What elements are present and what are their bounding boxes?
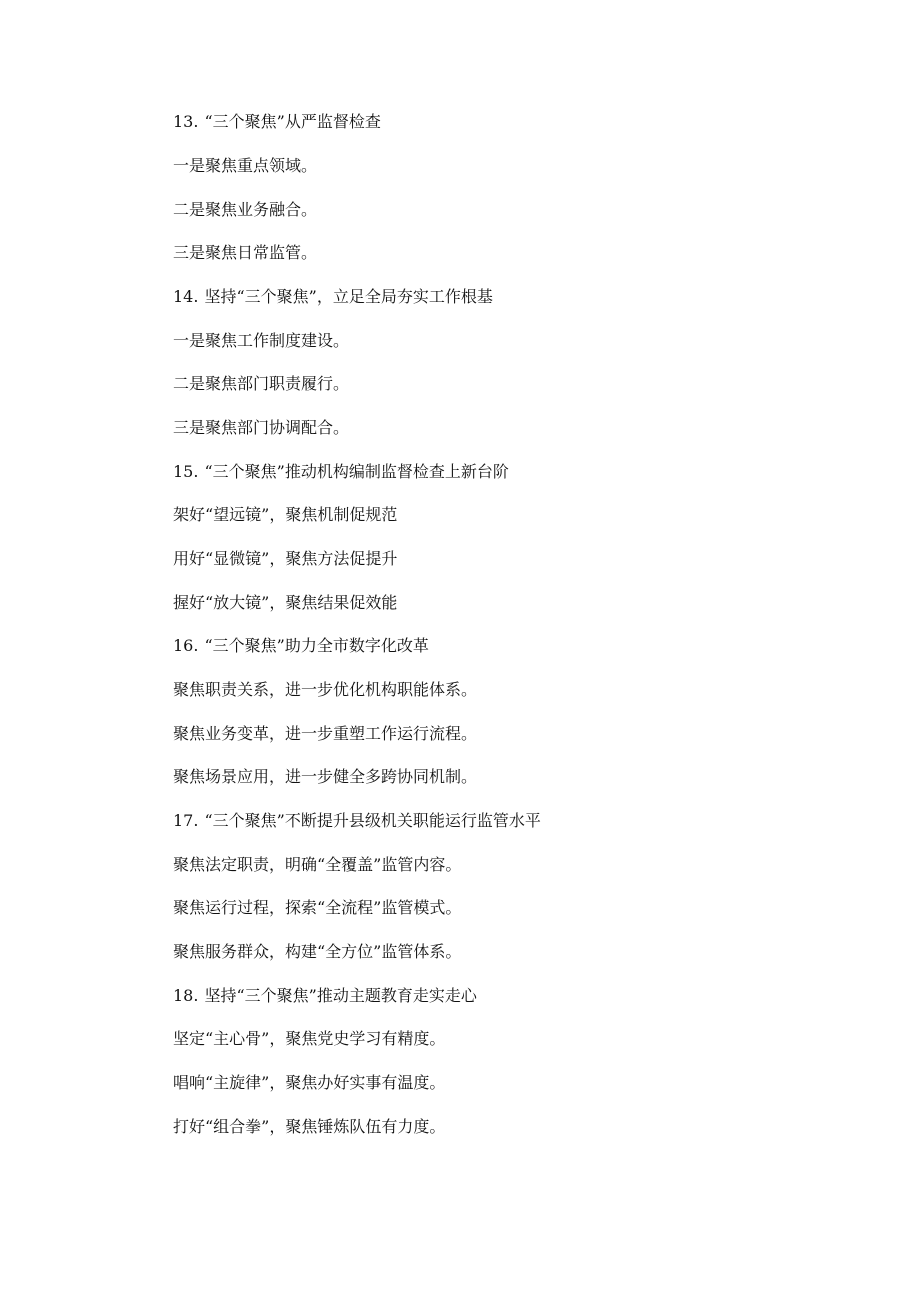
- list-item: 一是聚焦工作制度建设。: [173, 331, 350, 350]
- section-title: “三个聚焦”助力全市数字化改革: [204, 636, 429, 655]
- list-item: 聚焦职责关系，进一步优化机构职能体系。: [173, 680, 478, 699]
- section-number: 17.: [173, 811, 199, 830]
- section-heading: [173, 636, 429, 656]
- section-number: 16.: [173, 636, 199, 655]
- list-item: 三是聚焦日常监管。: [173, 243, 318, 262]
- section-heading: [173, 287, 493, 307]
- list-item: 一是聚焦重点领域。: [173, 156, 318, 175]
- section-number: 15.: [173, 462, 199, 481]
- section-title: “三个聚焦”推动机构编制监督检查上新台阶: [204, 462, 509, 481]
- list-item: 聚焦运行过程，探索“全流程”监管模式。: [173, 898, 462, 917]
- section-title: “三个聚焦”不断提升县级机关职能运行监管水平: [204, 811, 541, 830]
- section-title: 坚持“三个聚焦”推动主题教育走实走心: [204, 986, 477, 1005]
- list-item: 二是聚焦部门职责履行。: [173, 374, 350, 393]
- list-item: 握好“放大镜”，聚焦结果促效能: [173, 593, 398, 612]
- section-title: “三个聚焦”从严监督检查: [204, 112, 381, 131]
- section-number: 18.: [173, 986, 199, 1005]
- list-item: 打好“组合拳”，聚焦锤炼队伍有力度。: [173, 1117, 446, 1136]
- section-heading: [173, 112, 381, 132]
- list-item: 聚焦业务变革，进一步重塑工作运行流程。: [173, 724, 478, 743]
- section-number: 14.: [173, 287, 199, 306]
- list-item: 二是聚焦业务融合。: [173, 200, 318, 219]
- section-heading: [173, 986, 477, 1006]
- list-item: 聚焦法定职责，明确“全覆盖”监管内容。: [173, 855, 462, 874]
- list-item: 架好“望远镜”，聚焦机制促规范: [173, 505, 398, 524]
- list-item: 用好“显微镜”，聚焦方法促提升: [173, 549, 398, 568]
- list-item: 聚焦服务群众，构建“全方位”监管体系。: [173, 942, 462, 961]
- list-item: 坚定“主心骨”，聚焦党史学习有精度。: [173, 1029, 446, 1048]
- list-item: 聚焦场景应用，进一步健全多跨协同机制。: [173, 767, 478, 786]
- section-heading: [173, 811, 541, 831]
- list-item: 唱响“主旋律”，聚焦办好实事有温度。: [173, 1073, 446, 1092]
- section-heading: [173, 462, 509, 482]
- section-number: 13.: [173, 112, 199, 131]
- section-title: 坚持“三个聚焦”，立足全局夯实工作根基: [204, 287, 493, 306]
- list-item: 三是聚焦部门协调配合。: [173, 418, 350, 437]
